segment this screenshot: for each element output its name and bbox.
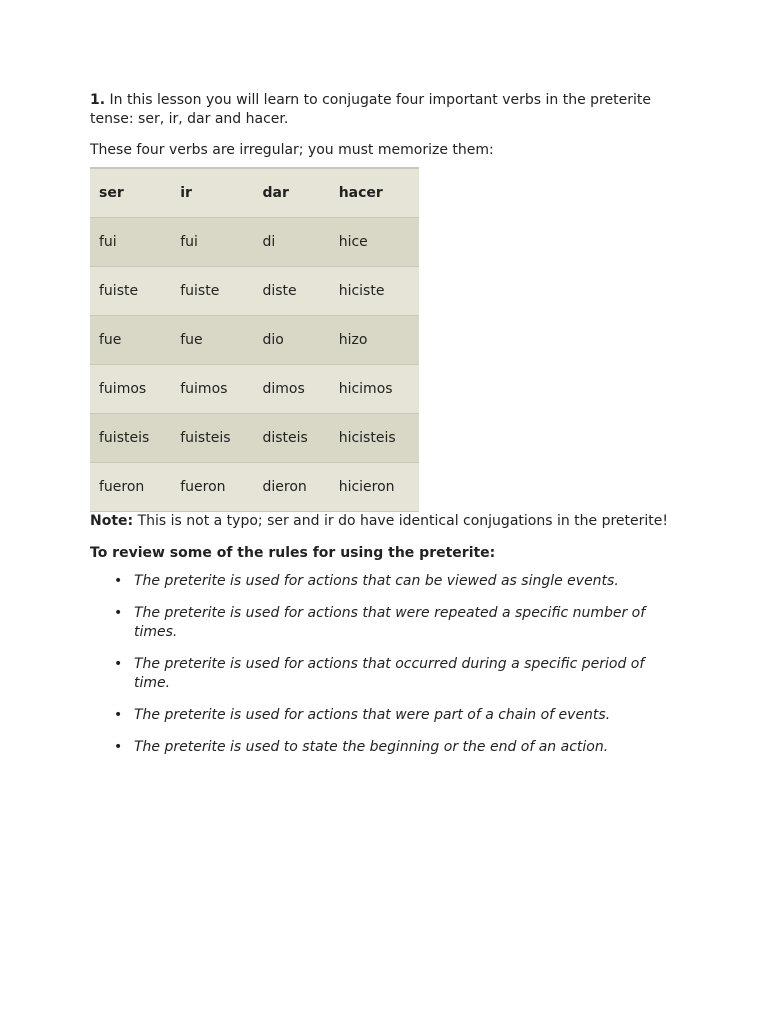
rule-text: The preterite is used for actions that occurred during a specific period of time.	[134, 656, 645, 691]
bullet-icon: •	[114, 656, 123, 672]
bullet-icon: •	[114, 739, 123, 755]
intro-text: In this lesson you will learn to conjugate four important verbs in the preterite tense: ser, ir, dar and hacer.	[90, 92, 651, 127]
document-page	[90, 91, 690, 770]
list-item	[114, 655, 654, 693]
note-label: Note:	[90, 513, 134, 529]
table-cell: hice	[330, 218, 419, 267]
note-text: This is not a typo; ser and ir do have identical conjugations in the preterite!	[137, 513, 669, 529]
rule-text: The preterite is used for actions that were part of a chain of events.	[134, 707, 611, 723]
header-ir: ir	[171, 168, 253, 218]
table-cell: fue	[171, 316, 253, 365]
table-cell: fuimos	[171, 365, 253, 414]
table-row	[90, 218, 419, 267]
note-paragraph	[90, 512, 690, 531]
table-cell: hicimos	[330, 365, 419, 414]
intro-paragraph	[90, 91, 690, 129]
table-row	[90, 414, 419, 463]
table-row	[90, 463, 419, 512]
list-item	[114, 706, 654, 725]
table-cell: fuisteis	[90, 414, 171, 463]
table-cell: dieron	[253, 463, 329, 512]
table-cell: fui	[90, 218, 171, 267]
table-row	[90, 267, 419, 316]
bullet-icon: •	[114, 573, 123, 589]
table-cell: fueron	[90, 463, 171, 512]
header-hacer: hacer	[330, 168, 419, 218]
table-row	[90, 365, 419, 414]
lead-paragraph: These four verbs are irregular; you must memorize them:	[90, 142, 494, 158]
step-number: 1.	[90, 92, 106, 108]
table-row	[90, 316, 419, 365]
rule-text: The preterite is used for actions that were repeated a specific number of times.	[134, 605, 646, 640]
table-cell: fuiste	[171, 267, 253, 316]
header-dar: dar	[253, 168, 329, 218]
table-cell: hicisteis	[330, 414, 419, 463]
conjugation-table	[90, 167, 419, 512]
rule-text: The preterite is used for actions that can be viewed as single events.	[134, 573, 619, 589]
rule-text: The preterite is used to state the beginning or the end of an action.	[134, 739, 609, 755]
table-cell: di	[253, 218, 329, 267]
table-cell: fue	[90, 316, 171, 365]
table-cell: hicieron	[330, 463, 419, 512]
table-cell: fuisteis	[171, 414, 253, 463]
table-cell: dimos	[253, 365, 329, 414]
bullet-icon: •	[114, 605, 123, 621]
table-cell: dio	[253, 316, 329, 365]
table-cell: fueron	[171, 463, 253, 512]
list-item	[114, 572, 654, 591]
list-item	[114, 738, 654, 757]
review-heading: To review some of the rules for using the preterite:	[90, 545, 496, 561]
table-header-row	[90, 168, 419, 218]
rules-list	[90, 572, 690, 757]
table-cell: fuiste	[90, 267, 171, 316]
table-cell: diste	[253, 267, 329, 316]
table-cell: fui	[171, 218, 253, 267]
table-cell: hiciste	[330, 267, 419, 316]
list-item	[114, 604, 654, 642]
bullet-icon: •	[114, 707, 123, 723]
table-cell: hizo	[330, 316, 419, 365]
table-cell: fuimos	[90, 365, 171, 414]
table-cell: disteis	[253, 414, 329, 463]
header-ser: ser	[90, 168, 171, 218]
